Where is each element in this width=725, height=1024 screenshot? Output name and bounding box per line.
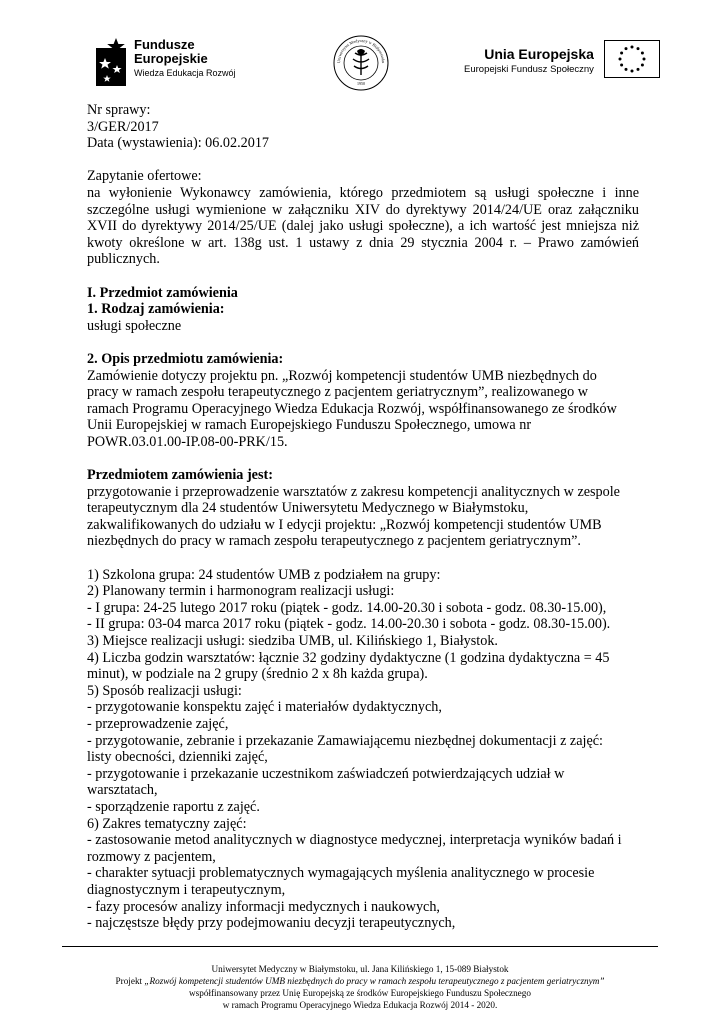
sub2-line: ramach Programu Operacyjnego Wiedza Edukacja Rozwój, współfinansowanego ze środków (87, 400, 617, 417)
case-label: Nr sprawy: (87, 102, 151, 118)
list-line: - sporządzenie raportu z zajęć. (87, 798, 260, 815)
list-line: listy obecności, dzienniki zajęć, (87, 749, 268, 766)
sub1-heading: 1. Rodzaj zamówienia: (87, 301, 225, 318)
sub2-line: pracy w ramach zespołu terapeutycznego z pacjentem geriatrycznym”, realizowanego w (87, 384, 589, 401)
unia-europejska-logo (464, 40, 660, 78)
footer-divider (62, 946, 658, 947)
list-line: - przeprowadzenie zajęć, (87, 715, 229, 732)
fe-stars-icon (96, 38, 128, 86)
list-line: diagnostycznym i terapeutycznym, (87, 881, 286, 898)
sub2-heading: 2. Opis przedmiotu zamówienia: (87, 350, 284, 367)
list-line: - zastosowanie metod analitycznych w diagnostyce medycznej, interpretacja wyników badań i (87, 832, 622, 849)
subject-line: terapeutycznym dla 24 studentów Uniwersytetu Medycznego w Białymstoku, (87, 500, 529, 517)
sub1-text: usługi społeczne (87, 317, 182, 334)
subject-line: zakwalifikowanych do udziału w I edycji projektu: „Rozwój kompetencji studentów UMB (87, 516, 602, 533)
list-line: - charakter sytuacji problematycznych wymagających myślenia analitycznego w procesie (87, 865, 595, 882)
sub2-line: POWR.03.01.00-IP.08-00-PRK/15. (87, 433, 288, 450)
list-line: - II grupa: 03-04 marca 2017 roku (piątek - godz. 14.00-20.30 i sobota - godz. 08.30-15.00). (87, 616, 611, 633)
subject-heading: Przedmiotem zamówienia jest: (87, 467, 273, 484)
list-line: 3) Miejsce realizacji usługi: siedziba UMB, ul. Kilińskiego 1, Białystok. (87, 633, 498, 649)
sub2-line: Zamówienie dotyczy projektu pn. „Rozwój kompetencji studentów UMB niezbędnych do (87, 367, 597, 384)
list-line: - najczęstsze błędy przy podejmowaniu decyzji terapeutycznych, (87, 915, 456, 932)
inquiry-text: na wyłonienie Wykonawcy zamówienia, którego przedmiotem są usługi społeczne i inne szczególne usługi wymienione w załączniku XIV do dyrektywy 2014/24/UE oraz załączniku XVII do dyrektywy 2014/25/UE (dalej jako usługi społeczne), a ich wartość jest mniejsza niż kwoty określone w art. 138g ust. 1 ustawy z dnia 29 stycznia 2004 r. – Prawo zamówień publicznych. (87, 184, 639, 268)
ue-logo-line2: Europejski Fundusz Społeczny (464, 64, 594, 75)
fundusze-europejskie-logo (96, 38, 236, 88)
list-line: 2) Planowany termin i harmonogram realizacji usługi: (87, 583, 395, 600)
seal-name: Uniwersytet Medyczny w Białymstoku (335, 37, 387, 64)
footer-line3: współfinansowany przez Unię Europejską ze środków Europejskiego Funduszu Społecznego (189, 988, 531, 998)
issue-date: Data (wystawienia): 06.02.2017 (87, 135, 270, 152)
seal-year: 1950 (357, 81, 365, 86)
university-seal (333, 35, 389, 91)
document-body (87, 102, 639, 932)
page-header (0, 0, 725, 100)
list-line: rozmowy z pacjentem, (87, 848, 216, 865)
list-line: minut), w podziale na 2 grupy (średnio 2 x 8h każda grupa). (87, 666, 428, 683)
footer-project-title: „Rozwój kompetencji studentów UMB niezbędnych do pracy w ramach zespołu terapeutycznego z pacjentem geriatrycznym” (144, 976, 605, 986)
list-line: - fazy procesów analizy informacji medycznych i naukowych, (87, 898, 440, 915)
list-line: 5) Sposób realizacji usługi: (87, 682, 242, 699)
page-footer (62, 963, 658, 1011)
subject-line: niezbędnych do pracy w ramach zespołu terapeutycznego z pacjentem geriatrycznym”. (87, 533, 581, 550)
fe-logo-line1: Fundusze (134, 37, 195, 52)
case-number: 3/GER/2017 (87, 118, 159, 135)
fe-logo-line3: Wiedza Edukacja Rozwój (134, 68, 236, 78)
eu-flag-icon (604, 40, 660, 78)
footer-line4: w ramach Programu Operacyjnego Wiedza Edukacja Rozwój 2014 - 2020. (222, 1000, 498, 1010)
list-line: - przygotowanie i przekazanie uczestnikom zaświadczeń potwierdzających udział w (87, 765, 565, 782)
list-line: - I grupa: 24-25 lutego 2017 roku (piątek - godz. 14.00-20.30 i sobota - godz. 08.30-15.00), (87, 599, 607, 616)
sub2-line: Unii Europejskiej w ramach Europejskiego Funduszu Społecznego, umowa nr (87, 417, 532, 434)
inquiry-title: Zapytanie ofertowe: (87, 168, 202, 185)
section1-heading: I. Przedmiot zamówienia (87, 284, 238, 301)
list-line: 4) Liczba godzin warsztatów: łącznie 32 godziny dydaktyczne (1 godzina dydaktyczna = 45 (87, 649, 610, 666)
footer-line2-prefix: Projekt (115, 976, 145, 986)
fe-logo-line2: Europejskie (134, 51, 208, 66)
list-line: 1) Szkolona grupa: 24 studentów UMB z podziałem na grupy: (87, 566, 441, 583)
ue-logo-line1: Unia Europejska (484, 46, 594, 62)
subject-line: przygotowanie i przeprowadzenie warsztatów z zakresu kompetencji analitycznych w zespole (87, 483, 620, 500)
footer-line2 (62, 975, 658, 987)
list-line: - przygotowanie konspektu zajęć i materiałów dydaktycznych, (87, 699, 442, 716)
list-line: - przygotowanie, zebranie i przekazanie Zamawiającemu niezbędnej dokumentacji z zajęć: (87, 732, 603, 749)
footer-line1: Uniwersytet Medyczny w Białymstoku, ul. Jana Kilińskiego 1, 15-089 Białystok (211, 964, 509, 974)
list-line: warsztatach, (87, 782, 158, 799)
list-line: 6) Zakres tematyczny zajęć: (87, 815, 247, 832)
